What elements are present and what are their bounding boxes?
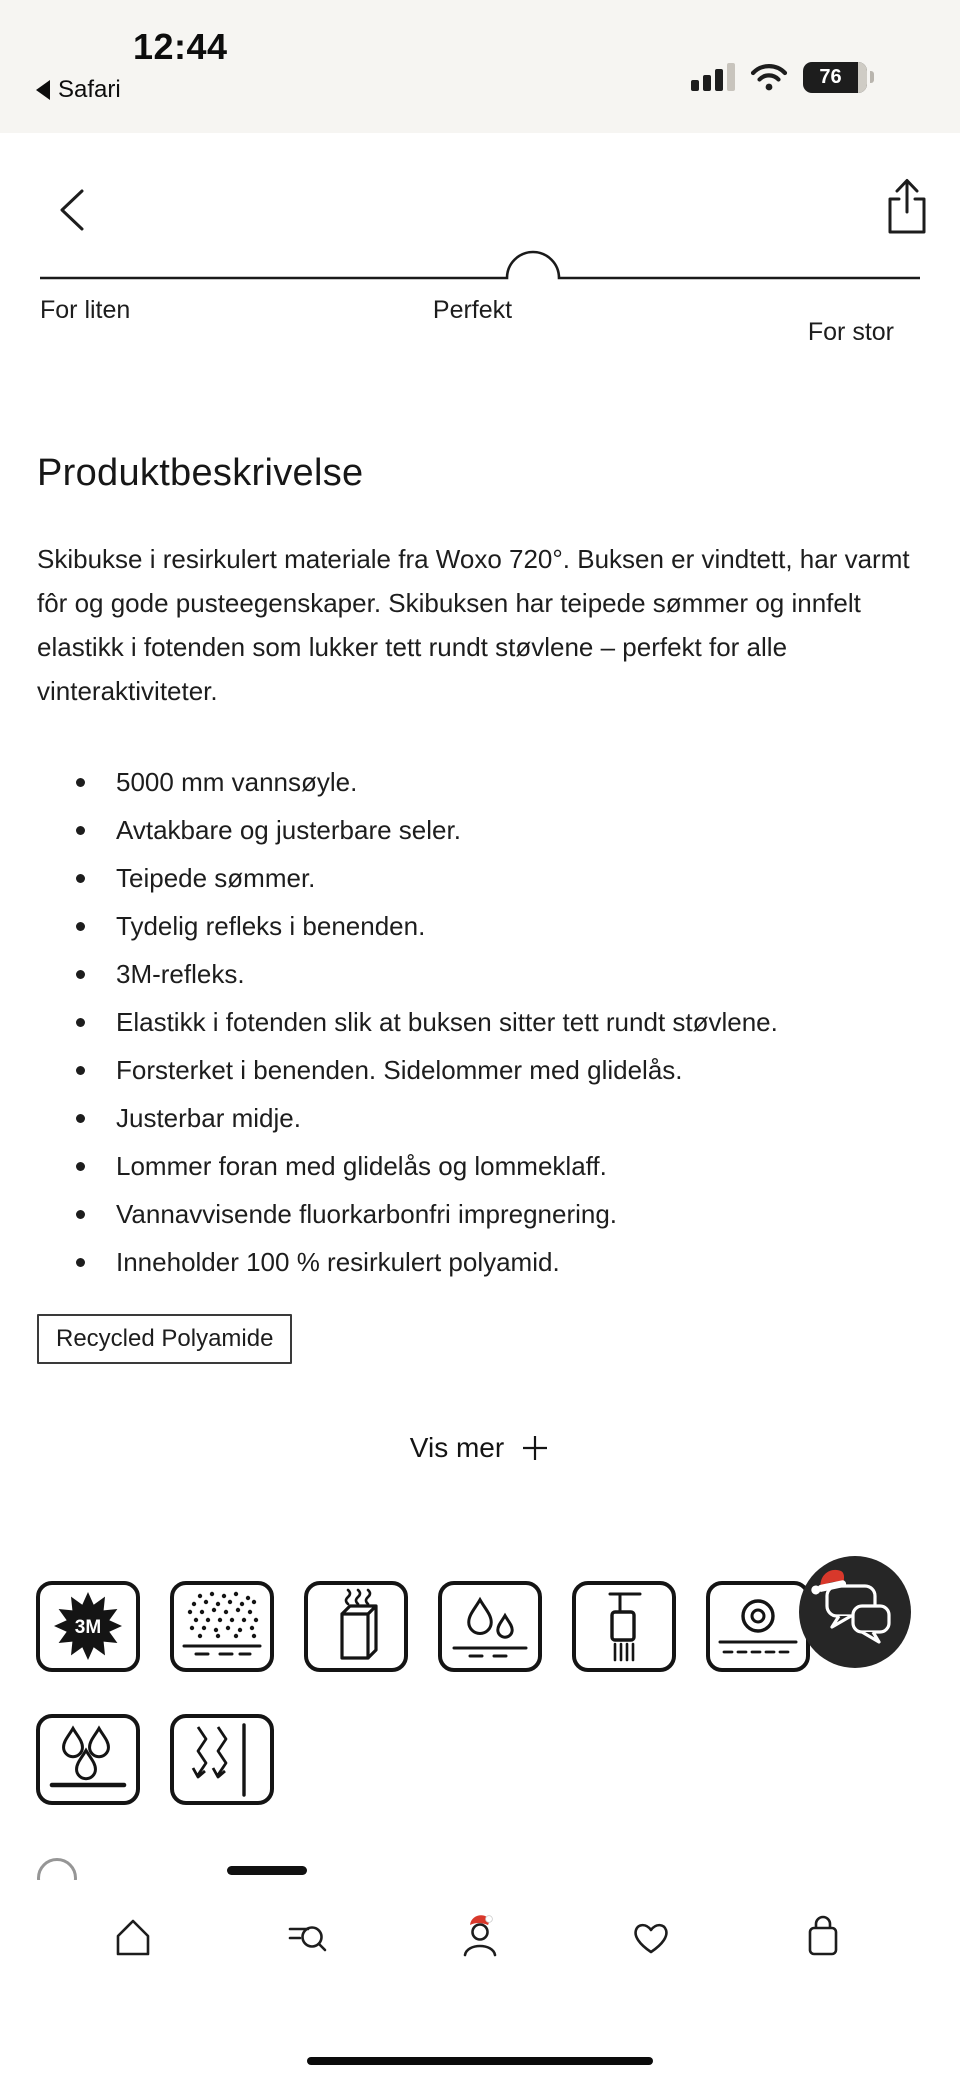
back-app-label: Safari xyxy=(58,76,121,103)
material-badge[interactable]: Recycled Polyamide xyxy=(37,1314,292,1364)
chat-bubbles-icon xyxy=(799,1556,911,1668)
bullet-dot xyxy=(76,1162,85,1171)
bullet-dot xyxy=(76,826,85,835)
bullet-text: 5000 mm vannsøyle. xyxy=(116,767,358,797)
bullet-text: 3M-refleks. xyxy=(116,959,245,989)
tab-home-icon[interactable] xyxy=(109,1912,157,1964)
bullet-text: Elastikk i fotenden slik at buksen sitter tett rundt støvlene. xyxy=(116,1007,778,1037)
tab-search-icon[interactable] xyxy=(283,1912,331,1964)
bullet-item xyxy=(37,902,937,950)
fit-label-too-big: For stor xyxy=(807,318,894,346)
status-indicators xyxy=(691,60,874,94)
bullet-dot xyxy=(76,1210,85,1219)
bullet-text: Avtakbare og justerbare seler. xyxy=(116,815,461,845)
zipper-icon xyxy=(572,1581,676,1672)
bullet-item xyxy=(37,806,937,854)
partial-tab-indicator xyxy=(227,1866,307,1875)
cellular-signal-icon xyxy=(691,63,735,91)
bullet-dot xyxy=(76,1018,85,1027)
feature-icons-row-2 xyxy=(36,1714,274,1805)
share-button[interactable] xyxy=(882,176,932,238)
bullet-text: Teipede sømmer. xyxy=(116,863,316,893)
bullet-dot xyxy=(76,1258,85,1267)
tab-favorites-icon[interactable] xyxy=(627,1912,675,1964)
bullet-text: Forsterket i benenden. Sidelommer med glidelås. xyxy=(116,1055,683,1085)
water-repellent-icon xyxy=(438,1581,542,1672)
section-title: Produktbeskrivelse xyxy=(37,452,364,494)
battery-icon xyxy=(803,62,867,93)
fit-label-too-small: For liten xyxy=(40,296,131,324)
warm-lining-icon xyxy=(304,1581,408,1672)
bullet-dot xyxy=(76,1066,85,1075)
bullet-dot xyxy=(76,1114,85,1123)
fit-indicator-track xyxy=(40,244,920,286)
bullet-text: Justerbar midje. xyxy=(116,1103,301,1133)
breathable-icon xyxy=(170,1581,274,1672)
3m-reflective-icon xyxy=(36,1581,140,1672)
bullet-item xyxy=(37,998,937,1046)
bullet-dot xyxy=(76,922,85,931)
battery-nub xyxy=(870,71,874,83)
show-more-button[interactable] xyxy=(0,1432,960,1464)
partial-circle-icon xyxy=(37,1858,77,1880)
3m-label: 3M xyxy=(74,1616,102,1638)
chat-fab-button[interactable] xyxy=(799,1556,911,1668)
taped-seams-icon xyxy=(706,1581,810,1672)
bullet-item xyxy=(37,1094,937,1142)
battery-percent: 76 xyxy=(819,65,842,88)
bullet-item xyxy=(37,758,937,806)
plus-icon xyxy=(520,1433,550,1463)
bullet-dot xyxy=(76,778,85,787)
wind-protective-icon xyxy=(170,1714,274,1805)
bullet-text: Vannavvisende fluorkarbonfri impregnering. xyxy=(116,1199,618,1229)
back-button[interactable] xyxy=(52,184,96,236)
show-more-label: Vis mer xyxy=(409,1432,505,1463)
cut-off-content xyxy=(0,1852,960,1880)
bullet-item xyxy=(37,1046,937,1094)
back-triangle-icon xyxy=(36,80,50,100)
bullet-item xyxy=(37,1142,937,1190)
tab-profile-icon[interactable] xyxy=(456,1912,504,1964)
status-time: 12:44 xyxy=(133,26,228,67)
bullet-text: Inneholder 100 % resirkulert polyamid. xyxy=(116,1247,560,1277)
feature-icons-row-1 xyxy=(36,1581,810,1672)
home-indicator[interactable] xyxy=(307,2057,653,2065)
bottom-tab-bar xyxy=(0,1880,960,2087)
waterproof-icon xyxy=(36,1714,140,1805)
status-bar xyxy=(0,0,960,133)
bullet-item xyxy=(37,1190,937,1238)
bullet-item xyxy=(37,950,937,998)
tab-bag-icon[interactable] xyxy=(799,1912,847,1964)
wifi-icon xyxy=(749,62,789,92)
product-description: Skibukse i resirkulert materiale fra Woxo 720°. Buksen er vindtett, har varmt fôr og gode pusteegenskaper. Skibuksen har teipede sømmer og innfelt elastikk i fotenden som lukker tett rundt støvlene – perfekt for alle vinteraktiviteter. xyxy=(37,544,910,706)
feature-bullet-list xyxy=(37,758,937,1286)
back-to-safari-link[interactable] xyxy=(36,76,121,104)
bullet-item xyxy=(37,854,937,902)
bullet-text: Tydelig refleks i benenden. xyxy=(116,911,426,941)
fit-label-perfect: Perfekt xyxy=(432,296,513,324)
bullet-item xyxy=(37,1238,937,1286)
bullet-dot xyxy=(76,874,85,883)
bullet-text: Lommer foran med glidelås og lommeklaff. xyxy=(116,1151,607,1181)
bullet-dot xyxy=(76,970,85,979)
